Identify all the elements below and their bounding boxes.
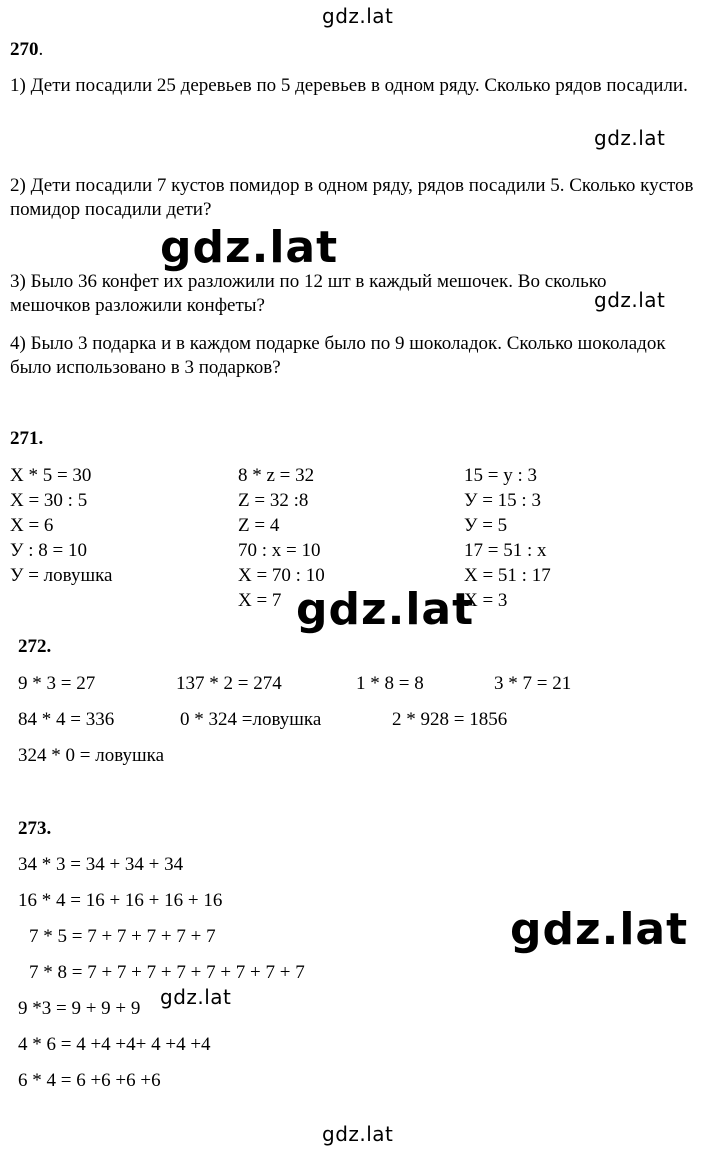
task-271-col3-line: 15 = y : 3 xyxy=(464,465,537,486)
task-271-col2-line: Z = 32 :8 xyxy=(238,490,309,511)
watermark-large-2: gdz.lat xyxy=(296,584,475,635)
task-270-problem-4: 4) Было 3 подарка и в каждом подарке было по 9 шоколадок. Сколько шоколадок было использовано в 3 подарков? xyxy=(10,333,666,378)
task-273-line: 7 * 8 = 7 + 7 + 7 + 7 + 7 + 7 + 7 + 7 xyxy=(29,962,305,983)
task-271-col3-line: X = 3 xyxy=(464,590,508,611)
task-270-problem-2: 2) Дети посадили 7 кустов помидор в одном ряду, рядов посадили 5. Сколько кустов помидор посадили дети? xyxy=(10,175,694,220)
task-270-problem-3-line-1: 3) Было 36 конфет их разложили по 12 шт в каждый мешочек. Во сколько xyxy=(10,271,607,292)
task-272-item: 84 * 4 = 336 xyxy=(18,709,115,730)
task-271-col2-line: 8 * z = 32 xyxy=(238,465,315,486)
task-272-item: 2 * 928 = 1856 xyxy=(392,709,508,730)
task-271-col2-line: 70 : x = 10 xyxy=(238,540,321,561)
task-273-number: 273. xyxy=(18,818,52,839)
task-273-line: 6 * 4 = 6 +6 +6 +6 xyxy=(18,1070,161,1091)
watermark-mid: gdz.lat xyxy=(160,985,232,1009)
task-271-col3-line: У = 15 : 3 xyxy=(464,490,541,511)
task-273-line: 34 * 3 = 34 + 34 + 34 xyxy=(18,854,184,875)
task-272-item: 137 * 2 = 274 xyxy=(176,673,282,694)
task-271-col3-line: У = 5 xyxy=(464,515,508,536)
task-271-col2-line: X = 7 xyxy=(238,590,282,611)
task-273-line: 16 * 4 = 16 + 16 + 16 + 16 xyxy=(18,890,223,911)
task-272-item: 3 * 7 = 21 xyxy=(494,673,572,694)
task-271-col1-line: X = 6 xyxy=(10,515,54,536)
task-272-item: 324 * 0 = ловушка xyxy=(18,745,165,766)
task-272-item: 1 * 8 = 8 xyxy=(356,673,424,694)
task-271-number: 271. xyxy=(10,428,44,449)
task-270-problem-1: 1) Дети посадили 25 деревьев по 5 деревьев в одном ряду. Сколько рядов посадили. xyxy=(10,75,688,96)
watermark-large-3: gdz.lat xyxy=(510,904,689,955)
task-271-col3-line: 17 = 51 : x xyxy=(464,540,547,561)
task-270-number: 270 xyxy=(10,39,39,60)
task-270-dot: . xyxy=(38,39,44,60)
task-272-item: 9 * 3 = 27 xyxy=(18,673,96,694)
task-271-col2-line: Z = 4 xyxy=(238,515,280,536)
task-271-col1-line: У : 8 = 10 xyxy=(10,540,87,561)
task-270-heading xyxy=(10,38,43,62)
watermark-large-1: gdz.lat xyxy=(160,222,339,273)
task-273-line: 7 * 5 = 7 + 7 + 7 + 7 + 7 xyxy=(29,926,216,947)
task-271-col3-line: X = 51 : 17 xyxy=(464,565,551,586)
task-271-col1-line: X = 30 : 5 xyxy=(10,490,88,511)
watermark-right-2: gdz.lat xyxy=(594,288,666,312)
task-272-item: 0 * 324 =ловушка xyxy=(180,709,322,730)
watermark-bottom: gdz.lat xyxy=(322,1122,394,1146)
task-273-line: 9 *3 = 9 + 9 + 9 xyxy=(18,998,141,1019)
task-271-col1-line: У = ловушка xyxy=(10,565,113,586)
task-270-problem-3-line-2: мешочков разложили конфеты? xyxy=(10,295,265,316)
watermark-top: gdz.lat xyxy=(322,4,394,28)
watermark-right-1: gdz.lat xyxy=(594,126,666,150)
task-273-line: 4 * 6 = 4 +4 +4+ 4 +4 +4 xyxy=(18,1034,211,1055)
task-271-col2-line: X = 70 : 10 xyxy=(238,565,325,586)
task-271-col1-line: X * 5 = 30 xyxy=(10,465,92,486)
task-272-number: 272. xyxy=(18,636,52,657)
